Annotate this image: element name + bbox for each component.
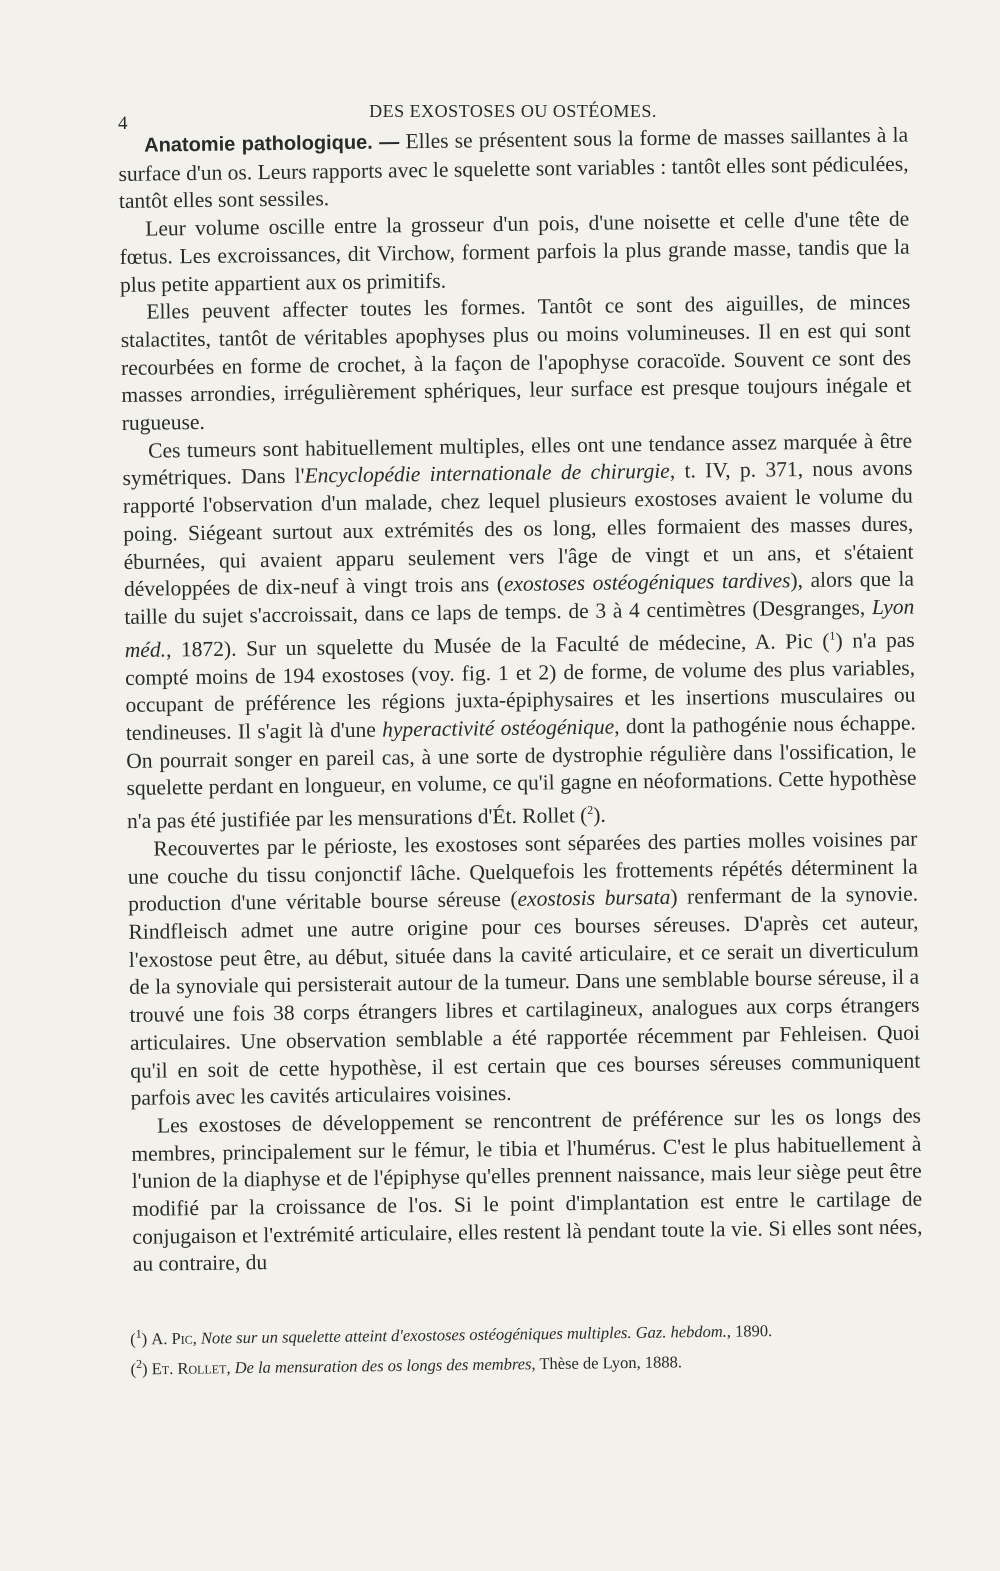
paragraph-text: Elles peuvent affecter toutes les formes. Tantôt ce sont des aiguilles, de minces stalactites, tantôt de véritables apophyses plus ou moins volumineuses. Il en est qui sont recourbées en forme de crochet, à la façon de l'apophyse coracoïde. Souvent ce sont des masses arrondies, irrégulièrement sphériques, leur surface est presque toujours inégale et rugueuse. (120, 289, 912, 436)
page-number: 4 (118, 113, 128, 134)
footnote-number: 1 (135, 1326, 142, 1341)
italic-run: exostoses ostéogéniques tardives (503, 568, 791, 597)
text-run: , t. IV, p. 371, nous avons rapporté l'observation d'un malade, chez lequel plusieurs exostoses avaient le volume du poing. Siégeant surtout aux extrémités des os long, elles formaient des masses dures, éburnées, qui avaient apparu seulement vers l'âge de vingt et un ans, et s'étaient développées de dix-neuf à vingt trois ans ( (122, 456, 914, 602)
body-text (118, 122, 923, 1279)
paragraph-volume (119, 206, 910, 299)
text-run: , dont la pathogénie nous échappe. On pourrait songer en pareil cas, à une sorte de dystrophie régulière dans l'ossification, le squelette perdant en longueur, en volume, ce qu'il gagne en néoformations. Cette hypothèse n'a pas été justifiée par les mensurations d'Ét. Rollet ( (126, 710, 917, 834)
footnote-author: A. Pic, (151, 1328, 197, 1349)
paragraph-formes (120, 289, 912, 438)
footnote-ref[interactable]: 2 (587, 802, 594, 817)
text-run: ). (593, 802, 607, 828)
italic-run: Encyclopédie internationale de chirurgie (304, 459, 670, 489)
footnote-title: Note sur un squelette atteint d'exostoses ostéogéniques multiples. Gaz. hebdom. (200, 1321, 727, 1348)
running-head-title: DES EXOSTOSES OU OSTÉOMES. (369, 101, 657, 121)
section-heading: Anatomie pathologique. — (144, 131, 406, 157)
paragraph-perioste (127, 825, 921, 1112)
footnote-ref[interactable]: 1 (829, 628, 836, 643)
italic-run: Lyon méd. (124, 594, 915, 662)
italic-run: hyperactivité ostéogénique (381, 714, 615, 742)
paragraph-tumeurs (122, 427, 917, 835)
paragraph-developpement (131, 1102, 923, 1279)
text-run: ), alors que la taille du sujet s'accroissait, dans ce laps de temps. de 3 à 4 centimètres (Desgranges, (124, 566, 915, 629)
footnote-rest: , 1890. (726, 1321, 773, 1341)
footnote-rest: , Thèse de Lyon, 1888. (531, 1351, 683, 1373)
text-run: ) n'a pas compté moins de 194 exostoses (voy. fig. 1 et 2) de forme, de volume des plus variables, occupant de préférence les régions juxta-épiphysaires et les insertions musculaires ou tendineuses. Il s'agit là d'une (124, 627, 916, 745)
footnote: ($^2$) Et. Rollet, De la mensuration des os longs des membres, Thèse de Lyon, 1888. (130, 1351, 683, 1378)
footnote-title: De la mensuration des os longs des membres (234, 1353, 532, 1377)
footnote-number: 2 (135, 1356, 143, 1371)
text-run: ) renfermant de la synovie. Rindfleisch admet une autre origine pour ces bourses séreuses. D'après cet auteur, l'exostose peut être, au début, située dans la cavité articulaire, et ce serait un diverticulum de la synoviale qui persisterait autour de la tumeur. Dans une semblable bourse séreuse, il a trouvé une fois 38 corps étrangers libres et cartilagineux, analogues aux corps étrangers articulaires. Une observation semblable a été rapportée récemment par Fehleisen. Quoi qu'il en soit de cette hypothèse, il est certain que ces bourses séreuses communiquent parfois avec les cavités articulaires voisines. (128, 881, 921, 1111)
footnotes (130, 1312, 921, 1381)
text-run: , 1872). Sur un squelette du Musée de la Faculté de médecine, A. Pic ( (165, 628, 830, 662)
paragraph-anatomie (118, 122, 909, 216)
italic-run: exostosis bursata (517, 885, 671, 912)
footnote: ($^1$) A. Pic, Note sur un squelette atteint d'exostoses ostéogéniques multiples. Gaz. hebdom., 1890. (130, 1321, 773, 1349)
footnote-author: Et. Rollet, (151, 1357, 231, 1378)
text-run: Ces tumeurs sont habituellement multiples, elles ont une tendance assez marquée à être symétriques. Dans l' (122, 428, 913, 491)
paragraph-text: Leur volume oscille entre la grosseur d'un pois, d'une noisette et celle d'une tête de fœtus. Les excroissances, dit Virchow, forment parfois la plus grande masse, tandis que la plus petite appartient aux os primitifs. (119, 206, 910, 297)
paragraph-text: Elles se présentent sous la forme de masses saillantes à la surface d'un os. Leurs rapports avec le squelette sont variables : tantôt elles sont pédiculées, tantôt elles sont sessiles. (118, 122, 909, 214)
paragraph-text: Les exostoses de développement se rencontrent de préférence sur les os longs des membres, principalement sur le fémur, le tibia et l'humérus. C'est le plus habituellement à l'union de la diaphyse et de l'épiphyse qu'elles prennent naissance, mais leur siège peut être modifié par la croissance de l'os. Si le point d'implantation est entre le cartilage de conjugaison et l'extrémité articulaire, elles restent là pendant toute la vie. Si elles sont nées, au contraire, du (131, 1103, 923, 1277)
text-run: Recouvertes par le périoste, les exostoses sont séparées des parties molles voisines par une couche du tissu conjonctif lâche. Quelquefois les frottements répétés déterminent la production d'une véritable bourse séreuse ( (127, 826, 918, 917)
